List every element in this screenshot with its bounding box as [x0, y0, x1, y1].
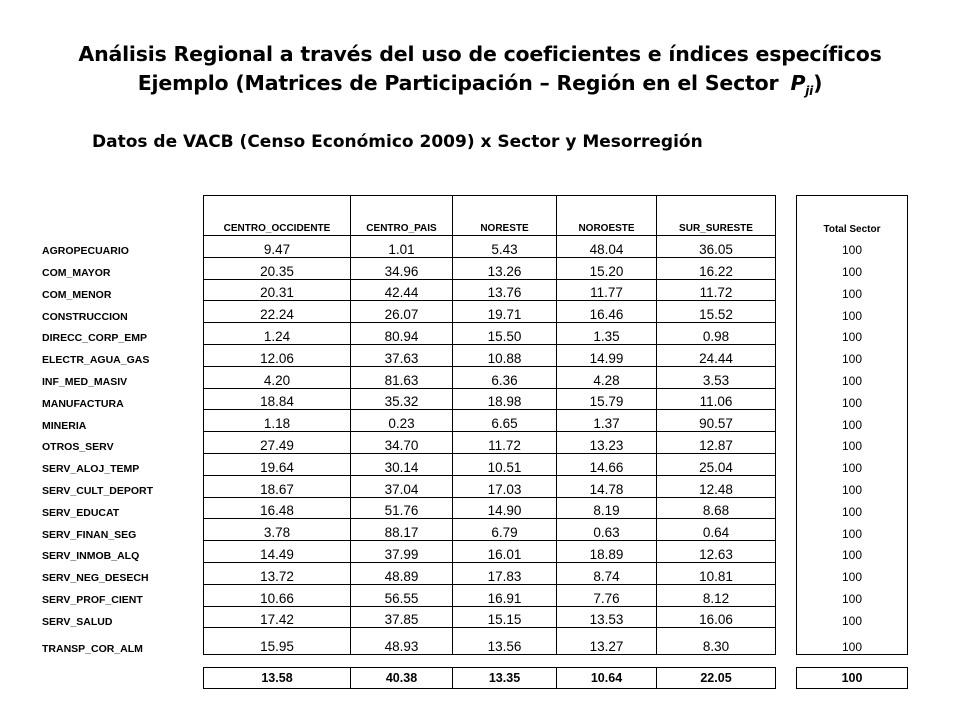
table-cell: 48.93 — [351, 628, 453, 655]
table-cell: 13.23 — [557, 432, 657, 454]
table-cell: 11.72 — [657, 279, 776, 301]
table-cell: 80.94 — [351, 323, 453, 345]
row-label: MANUFACTURA — [42, 397, 124, 410]
table-cell: 42.44 — [351, 279, 453, 301]
table-cell: 26.07 — [351, 301, 453, 323]
table-cell: 13.76 — [453, 279, 557, 301]
summary-cell: 22.05 — [657, 668, 776, 689]
spacer-cell — [351, 655, 453, 668]
table-cell: 6.79 — [453, 519, 557, 541]
table-cell: 8.74 — [557, 562, 657, 584]
table-cell: 14.90 — [453, 497, 557, 519]
column-gap — [776, 323, 797, 345]
row-total: 100 — [797, 628, 908, 655]
table-cell: 20.31 — [204, 279, 351, 301]
table-cell: 19.71 — [453, 301, 557, 323]
table-cell: 12.06 — [204, 344, 351, 366]
pji-symbol: $P_{ji}$ — [790, 71, 814, 99]
table-cell: 51.76 — [351, 497, 453, 519]
column-gap — [776, 388, 797, 410]
column-gap — [776, 432, 797, 454]
table-cell: 36.05 — [657, 236, 776, 258]
table-cell: 11.72 — [453, 432, 557, 454]
row-total: 100 — [797, 410, 908, 432]
column-gap — [776, 562, 797, 584]
table-cell: 16.48 — [204, 497, 351, 519]
table-cell: 12.63 — [657, 541, 776, 563]
table-cell: 25.04 — [657, 453, 776, 475]
row-total: 100 — [797, 344, 908, 366]
summary-label — [40, 668, 204, 689]
row-label: COM_MENOR — [42, 288, 112, 301]
table-cell: 10.51 — [453, 453, 557, 475]
column-gap — [776, 584, 797, 606]
summary-cell: 13.35 — [453, 668, 557, 689]
row-label: SERV_FINAN_SEG — [42, 528, 137, 541]
row-label: AGROPECUARIO — [42, 245, 129, 258]
table-cell: 27.49 — [204, 432, 351, 454]
column-gap — [776, 196, 797, 236]
row-total: 100 — [797, 388, 908, 410]
row-total: 100 — [797, 257, 908, 279]
table-cell: 1.01 — [351, 236, 453, 258]
column-gap — [776, 279, 797, 301]
table-cell: 15.52 — [657, 301, 776, 323]
table-row — [40, 279, 908, 301]
table-cell: 24.44 — [657, 344, 776, 366]
table-cell: 7.76 — [557, 584, 657, 606]
row-label: ELECTR_AGUA_GAS — [42, 354, 150, 367]
row-label: SERV_CULT_DEPORT — [42, 485, 154, 498]
row-label: TRANSP_COR_ALM — [42, 642, 143, 655]
column-gap — [776, 344, 797, 366]
table-cell: 88.17 — [351, 519, 453, 541]
row-label: SERV_INMOB_ALQ — [42, 550, 140, 563]
table-cell: 6.65 — [453, 410, 557, 432]
summary-cell: 10.64 — [557, 668, 657, 689]
table-cell: 11.77 — [557, 279, 657, 301]
table-cell: 14.49 — [204, 541, 351, 563]
table-cell: 15.95 — [204, 628, 351, 655]
column-gap — [776, 366, 797, 388]
table-row — [40, 410, 908, 432]
table-header-row — [40, 196, 908, 236]
table-cell: 13.72 — [204, 562, 351, 584]
table-cell: 8.30 — [657, 628, 776, 655]
table-row — [40, 562, 908, 584]
participation-matrix-table — [40, 195, 908, 689]
column-gap — [776, 301, 797, 323]
table-cell: 20.35 — [204, 257, 351, 279]
table-cell: 6.36 — [453, 366, 557, 388]
table-cell: 8.68 — [657, 497, 776, 519]
table-cell: 1.24 — [204, 323, 351, 345]
column-header: NOROESTE — [557, 196, 657, 236]
column-gap — [776, 541, 797, 563]
table-cell: 17.42 — [204, 606, 351, 628]
table-row — [40, 475, 908, 497]
table-cell: 3.53 — [657, 366, 776, 388]
table-cell: 13.26 — [453, 257, 557, 279]
table-cell: 15.20 — [557, 257, 657, 279]
column-gap — [776, 410, 797, 432]
table-cell: 56.55 — [351, 584, 453, 606]
table-cell: 18.84 — [204, 388, 351, 410]
table-cell: 9.47 — [204, 236, 351, 258]
page-title — [40, 40, 920, 106]
table-cell: 3.78 — [204, 519, 351, 541]
row-label: SERV_ALOJ_TEMP — [42, 463, 140, 476]
row-label: DIRECC_CORP_EMP — [42, 332, 148, 345]
title-line-1: Análisis Regional a través del uso de coeficientes e índices específicos — [78, 42, 882, 66]
header-corner — [40, 196, 204, 236]
table-cell: 4.20 — [204, 366, 351, 388]
spacer-cell — [557, 655, 657, 668]
table-cell: 5.43 — [453, 236, 557, 258]
table-cell: 14.66 — [557, 453, 657, 475]
table-cell: 18.98 — [453, 388, 557, 410]
row-label: CONSTRUCCION — [42, 310, 128, 323]
table-cell: 17.03 — [453, 475, 557, 497]
spacer-cell — [776, 655, 797, 668]
table-cell: 37.99 — [351, 541, 453, 563]
row-label: COM_MAYOR — [42, 267, 111, 280]
table-cell: 81.63 — [351, 366, 453, 388]
table-row — [40, 388, 908, 410]
table-cell: 10.66 — [204, 584, 351, 606]
table-row — [40, 606, 908, 628]
table-cell: 18.67 — [204, 475, 351, 497]
table-subtitle: Datos de VACB (Censo Económico 2009) x Sector y Mesorregión — [92, 132, 703, 152]
table-cell: 16.91 — [453, 584, 557, 606]
table-cell: 1.35 — [557, 323, 657, 345]
spacer-cell — [453, 655, 557, 668]
summary-total: 100 — [797, 668, 908, 689]
table-row — [40, 257, 908, 279]
row-label: SERV_EDUCAT — [42, 506, 120, 519]
column-header: CENTRO_PAIS — [351, 196, 453, 236]
table-cell: 15.50 — [453, 323, 557, 345]
row-total: 100 — [797, 453, 908, 475]
table-cell: 30.14 — [351, 453, 453, 475]
row-total: 100 — [797, 606, 908, 628]
summary-cell: 40.38 — [351, 668, 453, 689]
table-row — [40, 519, 908, 541]
table-row — [40, 344, 908, 366]
table-row — [40, 366, 908, 388]
table-cell: 0.98 — [657, 323, 776, 345]
table-cell: 37.85 — [351, 606, 453, 628]
table-cell: 1.37 — [557, 410, 657, 432]
summary-row — [40, 668, 908, 689]
column-header-total: Total Sector — [797, 196, 908, 236]
title-line-2: Ejemplo (Matrices de Participación – Región en el Sector $P_{ji}$) — [137, 71, 823, 99]
summary-cell: 13.58 — [204, 668, 351, 689]
row-total: 100 — [797, 301, 908, 323]
column-header: NORESTE — [453, 196, 557, 236]
table-cell: 14.99 — [557, 344, 657, 366]
table-cell: 22.24 — [204, 301, 351, 323]
table-cell: 90.57 — [657, 410, 776, 432]
column-header: SUR_SURESTE — [657, 196, 776, 236]
table-cell: 16.22 — [657, 257, 776, 279]
row-total: 100 — [797, 236, 908, 258]
table-cell: 15.15 — [453, 606, 557, 628]
row-total: 100 — [797, 497, 908, 519]
table-row — [40, 584, 908, 606]
row-total: 100 — [797, 562, 908, 584]
table-cell: 10.88 — [453, 344, 557, 366]
table-row — [40, 236, 908, 258]
table-cell: 8.19 — [557, 497, 657, 519]
table-cell: 48.89 — [351, 562, 453, 584]
row-total: 100 — [797, 279, 908, 301]
spacer-cell — [204, 655, 351, 668]
table-cell: 8.12 — [657, 584, 776, 606]
table-row — [40, 301, 908, 323]
table-cell: 4.28 — [557, 366, 657, 388]
table-cell: 34.70 — [351, 432, 453, 454]
column-gap — [776, 668, 797, 689]
table-cell: 11.06 — [657, 388, 776, 410]
table-cell: 16.06 — [657, 606, 776, 628]
table-cell: 13.56 — [453, 628, 557, 655]
column-gap — [776, 453, 797, 475]
table-row — [40, 628, 908, 655]
row-total: 100 — [797, 366, 908, 388]
column-gap — [776, 236, 797, 258]
column-gap — [776, 519, 797, 541]
spacer-cell — [40, 655, 204, 668]
row-total: 100 — [797, 584, 908, 606]
row-label: INF_MED_MASIV — [42, 376, 128, 389]
row-label: MINERIA — [42, 419, 87, 432]
table-row — [40, 323, 908, 345]
table-cell: 1.18 — [204, 410, 351, 432]
row-total: 100 — [797, 541, 908, 563]
row-label: OTROS_SERV — [42, 441, 114, 454]
column-gap — [776, 606, 797, 628]
table-cell: 10.81 — [657, 562, 776, 584]
row-total: 100 — [797, 432, 908, 454]
table-row — [40, 541, 908, 563]
table-cell: 35.32 — [351, 388, 453, 410]
table-cell: 13.27 — [557, 628, 657, 655]
table-cell: 0.63 — [557, 519, 657, 541]
table-cell: 19.64 — [204, 453, 351, 475]
spacer-cell — [797, 655, 908, 668]
table-cell: 13.53 — [557, 606, 657, 628]
table-cell: 16.46 — [557, 301, 657, 323]
table-row — [40, 497, 908, 519]
row-total: 100 — [797, 519, 908, 541]
column-gap — [776, 475, 797, 497]
column-gap — [776, 497, 797, 519]
row-total: 100 — [797, 323, 908, 345]
table-cell: 48.04 — [557, 236, 657, 258]
column-gap — [776, 628, 797, 655]
row-label: SERV_PROF_CIENT — [42, 594, 143, 607]
table-cell: 14.78 — [557, 475, 657, 497]
spacer-cell — [657, 655, 776, 668]
spacer-row — [40, 655, 908, 668]
table-row — [40, 432, 908, 454]
table-cell: 12.48 — [657, 475, 776, 497]
table-cell: 37.63 — [351, 344, 453, 366]
row-total: 100 — [797, 475, 908, 497]
table-cell: 0.64 — [657, 519, 776, 541]
row-label: SERV_SALUD — [42, 615, 113, 628]
table-cell: 37.04 — [351, 475, 453, 497]
table-cell: 18.89 — [557, 541, 657, 563]
column-header: CENTRO_OCCIDENTE — [204, 196, 351, 236]
table-cell: 0.23 — [351, 410, 453, 432]
table-cell: 34.96 — [351, 257, 453, 279]
column-gap — [776, 257, 797, 279]
table-row — [40, 453, 908, 475]
row-label: SERV_NEG_DESECH — [42, 572, 149, 585]
table-cell: 15.79 — [557, 388, 657, 410]
table-cell: 12.87 — [657, 432, 776, 454]
table-cell: 16.01 — [453, 541, 557, 563]
table-cell: 17.83 — [453, 562, 557, 584]
